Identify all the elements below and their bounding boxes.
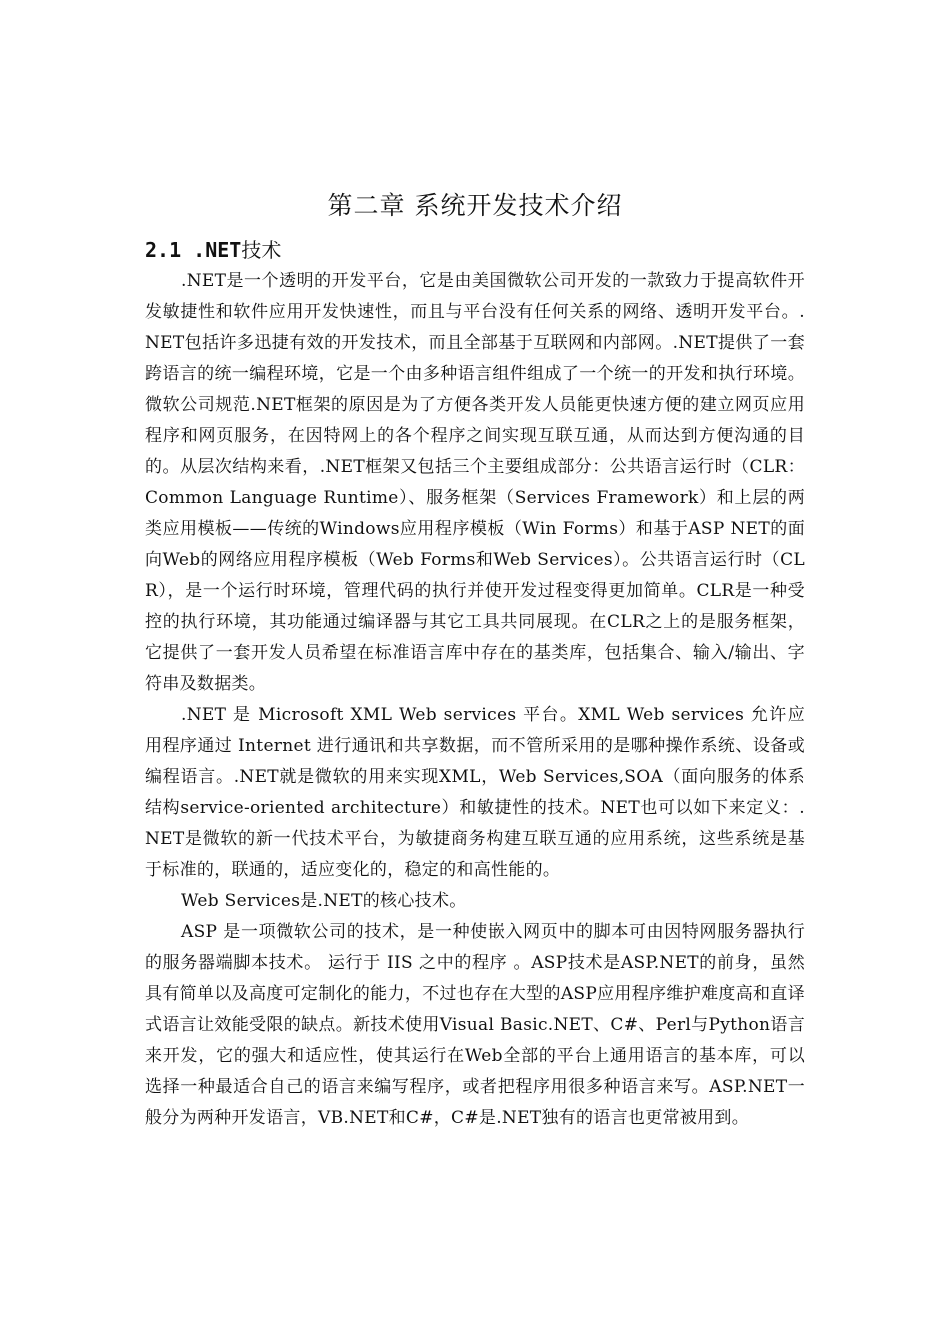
paragraph-web-services-core: Web Services是.NET的核心技术。 [181, 891, 467, 911]
paragraph-xml-web-services: .NET 是 Microsoft XML Web services 平台。XML Web services 允许应用程序通过 Internet 进行通讯和共享数据，而不管所采用的是哪种操作系统、设备或编程语言。.NET就是微软的用来实现XML，Web Services,SOA（面向服务的体系结构service-oriented architecture）和敏捷性的技术。NET也可以如下来定义：.NET是微软的新一代技术平台，为敏捷商务构建互联互通的应用系统，这些系统是基于标准的，联通的，适应变化的，稳定的和高性能的。 [145, 705, 805, 880]
body-text [145, 266, 805, 1134]
section-title: 技术 [241, 238, 282, 262]
paragraph-dotnet-overview: .NET是一个透明的开发平台，它是由美国微软公司开发的一款致力于提高软件开发敏捷性和软件应用开发快速性，而且与平台没有任何关系的网络、透明开发平台。.NET包括许多迅捷有效的开发技术，而且全部基于互联网和内部网。.NET提供了一套跨语言的统一编程环境，它是一个由多种语言组件组成了一个统一的开发和执行环境。微软公司规范.NET框架的原因是为了方便各类开发人员能更快速方便的建立网页应用程序和网页服务，在因特网上的各个程序之间实现互联互通，从而达到方便沟通的目的。从层次结构来看，.NET框架又包括三个主要组成部分：公共语言运行时（CLR：Common Language Runtime）、服务框架（Services Framework）和上层的两类应用模板——传统的Windows应用程序模板（Win Forms）和基于ASP NET的面向Web的网络应用程序模板（Web Forms和Web Services）。公共语言运行时（CLR），是一个运行时环境，管理代码的执行并使开发过程变得更加简单。CLR是一种受控的执行环境，其功能通过编译器与其它工具共同展现。在CLR之上的是服务框架，它提供了一套开发人员希望在标准语言库中存在的基类库，包括集合、输入/输出、字符串及数据类。 [145, 271, 805, 694]
section-heading [145, 234, 281, 266]
chapter-title: 第二章 系统开发技术介绍 [327, 191, 623, 220]
section-number: 2.1 .NET [145, 238, 242, 262]
paragraph-asp: ASP 是一项微软公司的技术，是一种使嵌入网页中的脚本可由因特网服务器执行的服务器端脚本技术。 运行于 IIS 之中的程序 。ASP技术是ASP.NET的前身，虽然具有简单以及高度可定制化的能力，不过也存在大型的ASP应用程序维护难度高和直译式语言让效能受限的缺点。新技术使用Visual Basic.NET、C#、Perl与Python语言来开发，它的强大和适应性，使其运行在Web全部的平台上通用语言的基本库，可以选择一种最适合自己的语言来编写程序，或者把程序用很多种语言来写。ASP.NET一般分为两种开发语言，VB.NET和C#，C#是.NET独有的语言也更常被用到。 [145, 922, 805, 1128]
